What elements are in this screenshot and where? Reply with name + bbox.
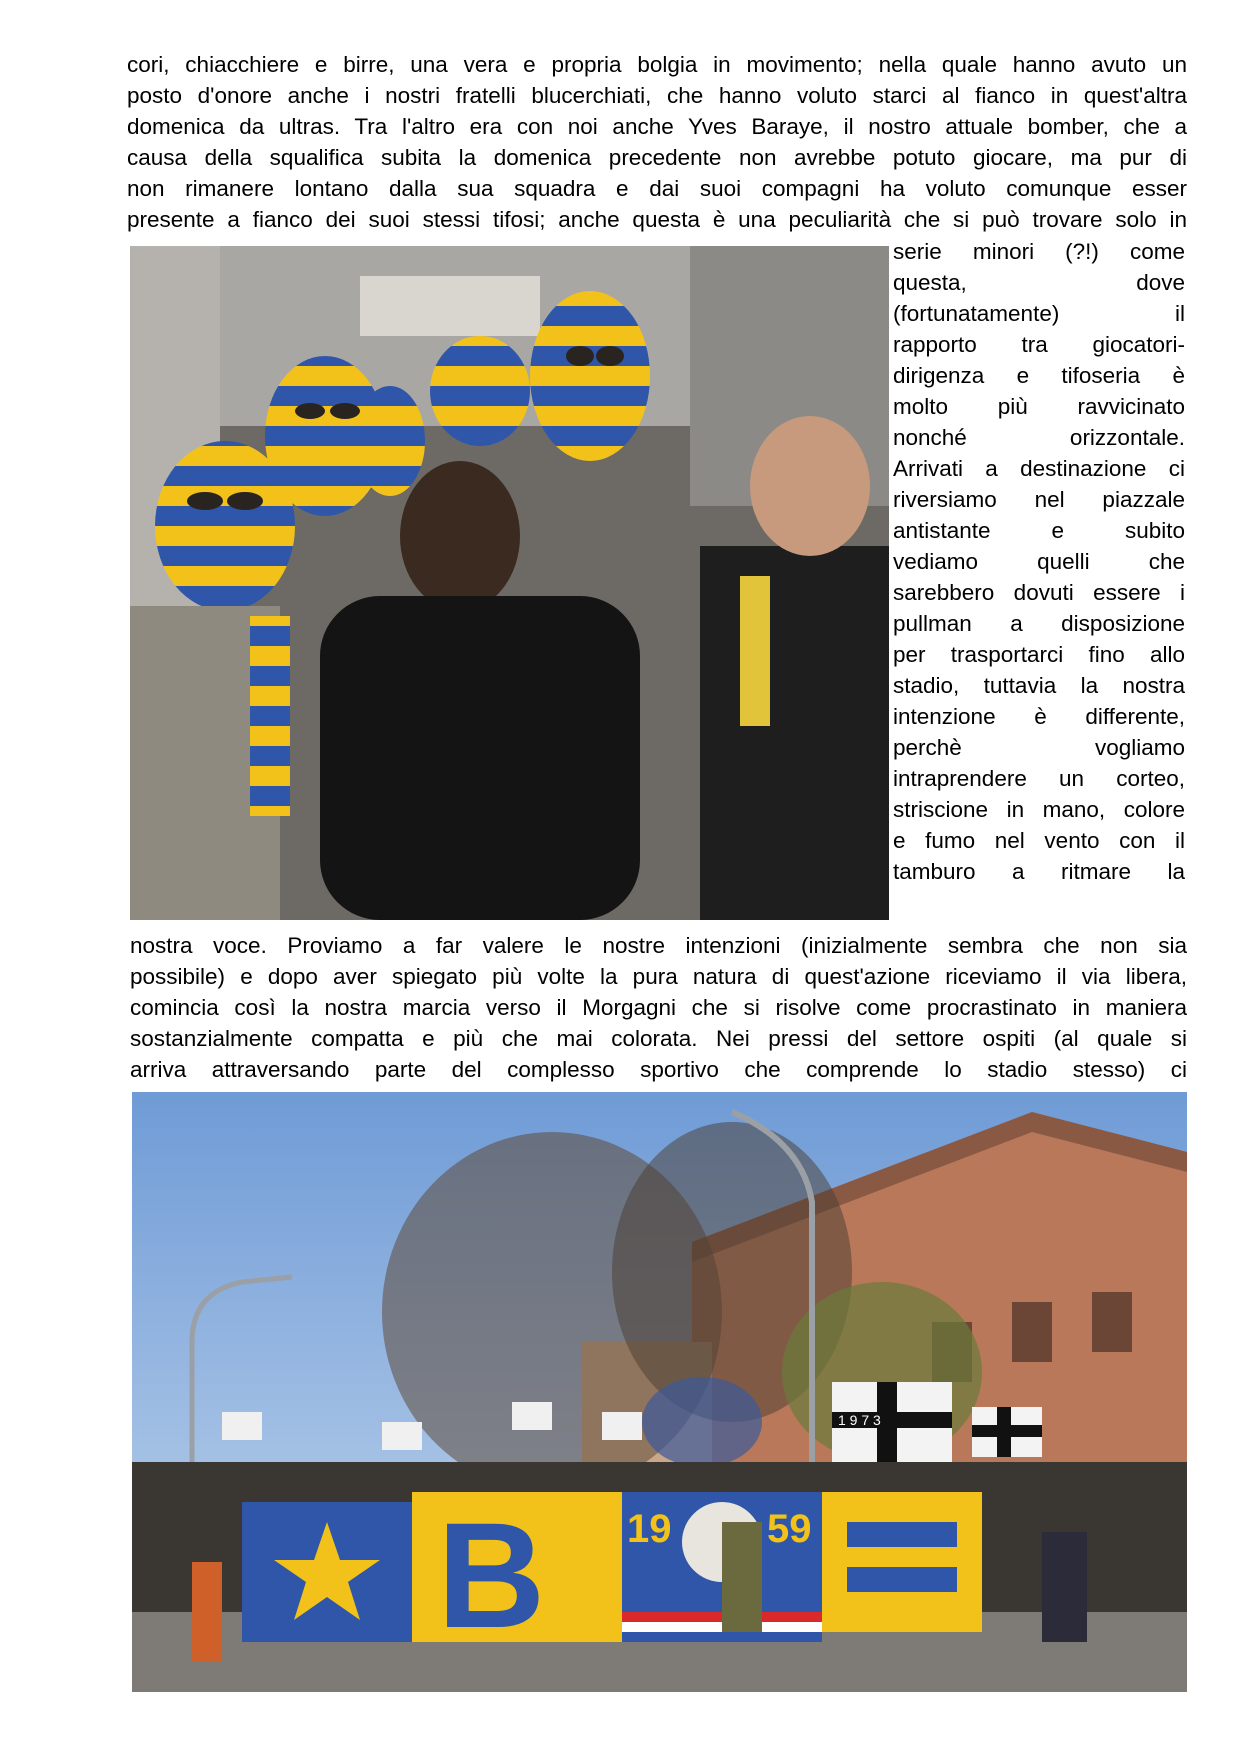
text-line: questa, dove (893, 270, 1185, 295)
text-line: Arrivati a destinazione ci (893, 456, 1185, 481)
text-line: arriva attraversando parte del complesso sportivo che comprende lo stadio stesso) ci (130, 1057, 1187, 1082)
text-line: intraprendere un corteo, (893, 766, 1185, 791)
banner-letter-b: B (437, 1491, 546, 1659)
fans-in-train-illustration (130, 246, 889, 920)
text-line: striscione in mano, colore (893, 797, 1185, 822)
text-line: molto più ravvicinato (893, 394, 1185, 419)
text-line: intenzione è differente, (893, 704, 1185, 729)
middle-paragraph (130, 930, 1187, 1085)
text-line: riversiamo nel piazzale (893, 487, 1185, 512)
text-line: antistante e subito (893, 518, 1185, 543)
text-line: e fumo nel vento con il (893, 828, 1185, 853)
fans-in-train-photo (130, 246, 889, 920)
text-line: pullman a disposizione (893, 611, 1185, 636)
march-banner-illustration (132, 1092, 1187, 1692)
text-line: stadio, tuttavia la nostra (893, 673, 1185, 698)
text-line: possibile) e dopo aver spiegato più volte la pura natura di quest'azione riceviamo il via libera, (130, 964, 1187, 989)
text-line: sarebbero dovuti essere i (893, 580, 1185, 605)
march-banner-photo (132, 1092, 1187, 1692)
flag-year-text: 1 9 7 3 (838, 1412, 881, 1428)
text-line: comincia così la nostra marcia verso il Morgagni che si risolve come procrastinato in maniera (130, 995, 1187, 1020)
text-line: dirigenza e tifoseria è (893, 363, 1185, 388)
side-paragraph (893, 236, 1185, 887)
text-line: tamburo a ritmare la (893, 859, 1185, 884)
text-line: nonché orizzontale. (893, 425, 1185, 450)
text-line: perchè vogliamo (893, 735, 1185, 760)
text-line: non rimanere lontano dalla sua squadra e dai suoi compagni ha voluto comunque esser (127, 176, 1187, 201)
text-line: rapporto tra giocatori- (893, 332, 1185, 357)
text-line: vediamo quelli che (893, 549, 1185, 574)
top-paragraph (127, 49, 1187, 235)
text-line: posto d'onore anche i nostri fratelli blucerchiati, che hanno voluto starci al fianco in quest'altra (127, 83, 1187, 108)
banner-year-right: 59 (767, 1507, 812, 1551)
text-line: cori, chiacchiere e birre, una vera e propria bolgia in movimento; nella quale hanno avuto un (127, 52, 1187, 77)
text-line: presente a fianco dei suoi stessi tifosi; anche questa è una peculiarità che si può trovare solo in (127, 207, 1187, 232)
text-line: serie minori (?!) come (893, 239, 1185, 264)
text-line: domenica da ultras. Tra l'altro era con noi anche Yves Baraye, il nostro attuale bomber, che a (127, 114, 1187, 139)
text-line: causa della squalifica subita la domenica precedente non avrebbe potuto giocare, ma pur di (127, 145, 1187, 170)
text-line: sostanzialmente compatta e più che mai colorata. Nei pressi del settore ospiti (al quale si (130, 1026, 1187, 1051)
text-line: per trasportarci fino allo (893, 642, 1185, 667)
text-line: (fortunatamente) il (893, 301, 1185, 326)
text-line: nostra voce. Proviamo a far valere le nostre intenzioni (inizialmente sembra che non sia (130, 933, 1187, 958)
banner-year-left: 19 (627, 1507, 672, 1551)
